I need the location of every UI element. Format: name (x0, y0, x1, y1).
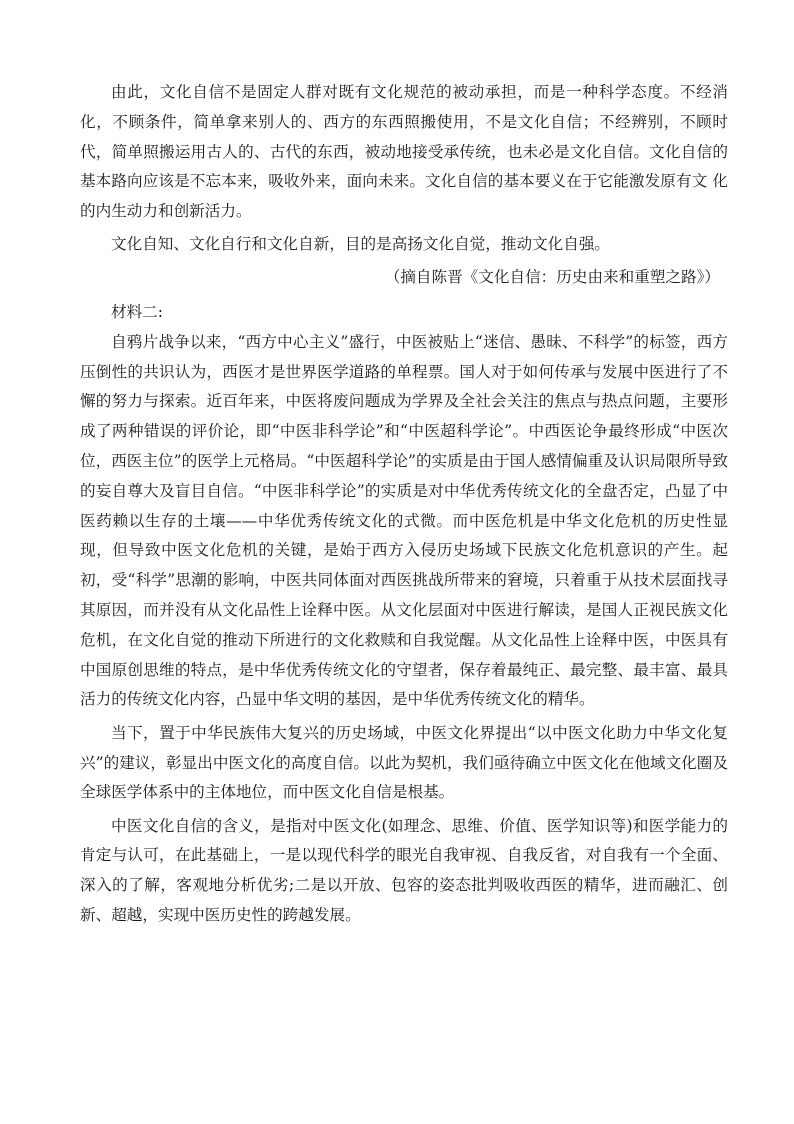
paragraph-cultural-confidence-attitude: 由此，文化自信不是固定人群对既有文化规范的被动承担，而是一种科学态度。不经消化，不顾条件，简单拿来别人的、西方的东西照搬使用，不是文化自信；不经辨别，不顾时代，简单照搬运用古人的、古代的东西，被动地接受承传统，也未必是文化自信。文化自信的基本路向应该是不忘本来，吸收外来，面向未来。文化自信的基本要义在于它能激发原有文 化的内生动力和创新活力。 (80, 83, 728, 221)
document-body (80, 78, 728, 931)
paragraph-tcm-revival: 当下，置于中华民族伟大复兴的历史场域，中医文化界提出“以中医文化助力中华文化复兴”的建议，彰显出中医文化的高度自信。以此为契机，我们亟待确立中医文化在他域文化圈及全球医学体系中的主体地位，而中医文化自信是根基。 (80, 723, 728, 802)
paragraph-tcm-history: 自鸦片战争以来，“西方中心主义”盛行，中医被贴上“迷信、愚昧、不科学”的标签，西方压倒性的共识认为，西医才是世界医学道路的单程票。国人对于如何传承与发展中医进行了不懈的努力与探索。近百年来，中医将废问题成为学界及全社会关注的焦点与热点问题，主要形成了两种错误的评价论，即“中医非科学论”和“中医超科学论”。中西医论争最终形成“中医次位，西医主位”的医学上元格局。“中医超科学论”的实质是由于国人感情偏重及认识局限所导致的妄自尊大及盲目自信。“中医非科学论”的实质是对中华优秀传统文化的全盘否定，凸显了中医药赖以生存的土壤——中华优秀传统文化的式微。而中医危机是中华文化危机的历史性显现，但导致中医文化危机的关键，是始于西方入侵历史场域下民族文化危机意识的产生。起初，受“科学”思潮的影响，中医共同体面对西医挑战所带来的窘境，只着重于从技术层面找寻其原因，而并没有从文化品性上诠释中医。从文化层面对中医进行解读，是国人正视民族文化危机，在文化自觉的推动下所进行的文化救赎和自我觉醒。从文化品性上诠释中医，中医具有中国原创思维的特点，是中华优秀传统文化的守望者，保存着最纯正、最完整、最丰富、最具活力的传统文化内容，凸显中华文明的基因，是中华优秀传统文化的精华。 (80, 332, 728, 709)
source-citation: （摘自陈晋《文化自信：历史由来和重塑之路》） (384, 268, 720, 287)
paragraph-tcm-confidence-meaning: 中医文化自信的含义，是指对中医文化(如理念、思维、价值、医学知识等)和医学能力的肯定与认可，在此基础上，一是以现代科学的眼光自我审视、自我反省，对自我有一个全面、深入的了解，客观地分析优劣;二是以开放、包容的姿态批判吸收西医的精华，进而融汇、创新、超越，实现中医历史性的跨越发展。 (80, 816, 728, 925)
paragraph-cultural-self-awareness: 文化自知、文化自行和文化自新，目的是高扬文化自觉，推动文化自强。 (111, 235, 611, 254)
material-two-label: 材料二: (111, 303, 164, 322)
